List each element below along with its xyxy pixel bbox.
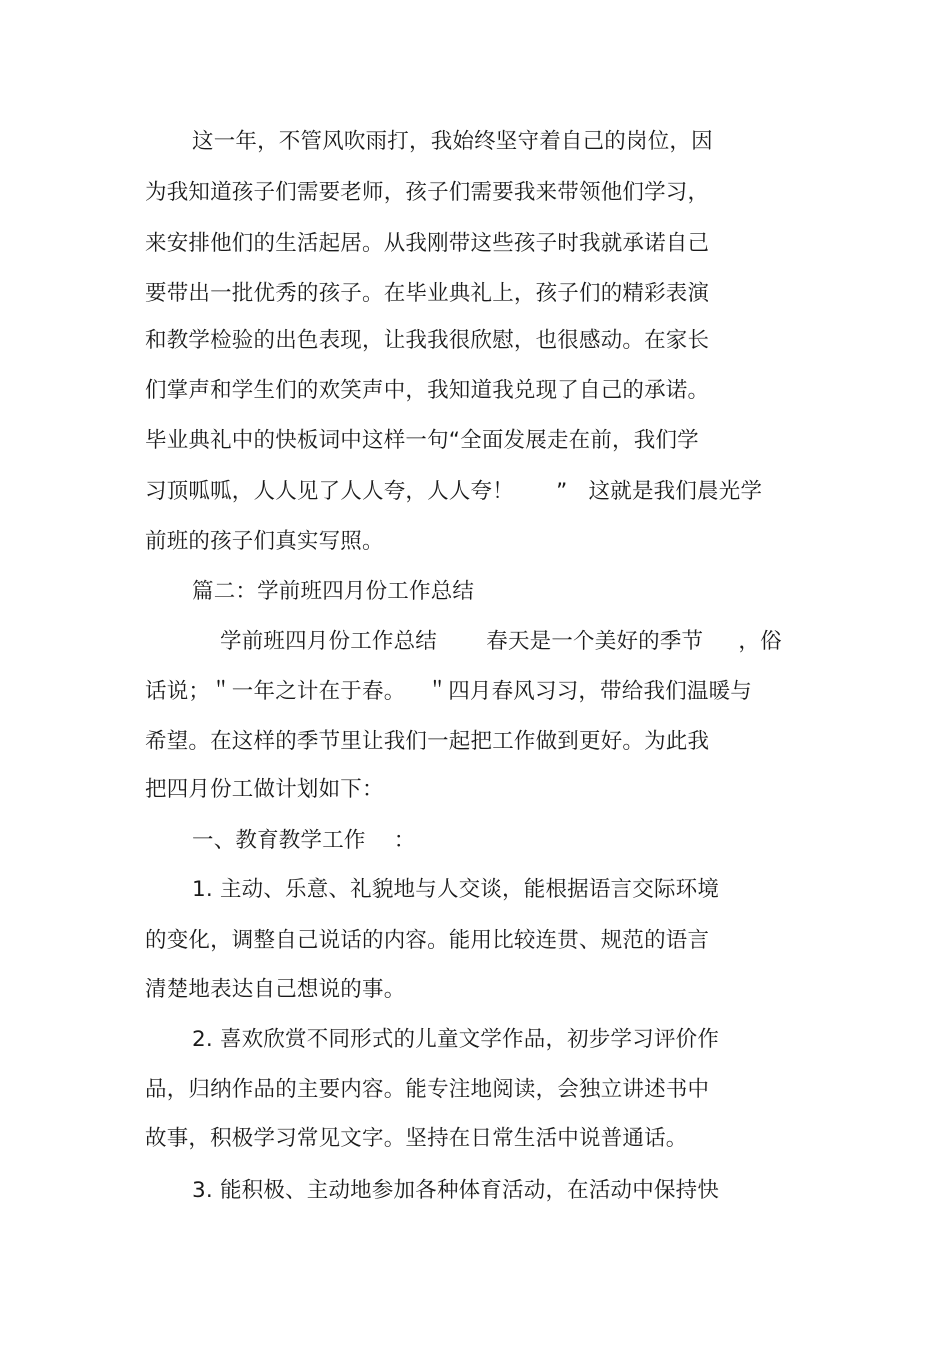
list-item-line: 故事，积极学习常见文字。坚持在日常生活中说普通话。: [145, 1126, 688, 1151]
list-item-line: 3. 能积极、主动地参加各种体育活动，在活动中保持快: [192, 1178, 720, 1203]
list-item-line: 清楚地表达自己想说的事。: [145, 977, 406, 1002]
paragraph-line: 来安排他们的生活起居。从我刚带这些孩子时我就承诺自己: [145, 231, 710, 256]
list-item-line: 品，归纳作品的主要内容。能专注地阅读，会独立讲述书中: [145, 1077, 710, 1102]
section-heading: 篇二：学前班四月份工作总结: [192, 579, 475, 604]
list-item-line: 的变化，调整自己说话的内容。能用比较连贯、规范的语言: [145, 928, 710, 953]
paragraph-line: 毕业典礼中的快板词中这样一句“全面发展走在前，我们学: [145, 428, 699, 453]
paragraph-line: 希望。在这样的季节里让我们一起把工作做到更好。为此我: [145, 729, 710, 754]
paragraph-line: 为我知道孩子们需要老师，孩子们需要我来带领他们学习，: [145, 180, 710, 205]
paragraph-line: 前班的孩子们真实写照。: [145, 529, 384, 554]
paragraph-line: 要带出一批优秀的孩子。在毕业典礼上，孩子们的精彩表演: [145, 281, 710, 306]
list-item-line: 2. 喜欢欣赏不同形式的儿童文学作品，初步学习评价作: [192, 1027, 720, 1052]
paragraph-line: 们掌声和学生们的欢笑声中，我知道我兑现了自己的承诺。: [145, 378, 710, 403]
paragraph-line: 这一年，不管风吹雨打，我始终坚守着自己的岗位，因: [192, 129, 713, 154]
paragraph-line: 把四月份工做计划如下：: [145, 777, 384, 802]
paragraph-line: 学前班四月份工作总结 春天是一个美好的季节 ，俗: [220, 629, 782, 654]
paragraph-line: 和教学检验的出色表现，让我我很欣慰，也很感动。在家长: [145, 328, 710, 353]
paragraph-line: 话说；＂一年之计在于春。 ＂四月春风习习，带给我们温暖与: [145, 679, 753, 704]
subsection-heading: 一、教育教学工作 ：: [192, 828, 416, 853]
paragraph-line: 习顶呱呱，人人见了人人夸，人人夸！ ” 这就是我们晨光学: [145, 479, 763, 504]
list-item-line: 1. 主动、乐意、礼貌地与人交谈，能根据语言交际环境: [192, 877, 720, 902]
